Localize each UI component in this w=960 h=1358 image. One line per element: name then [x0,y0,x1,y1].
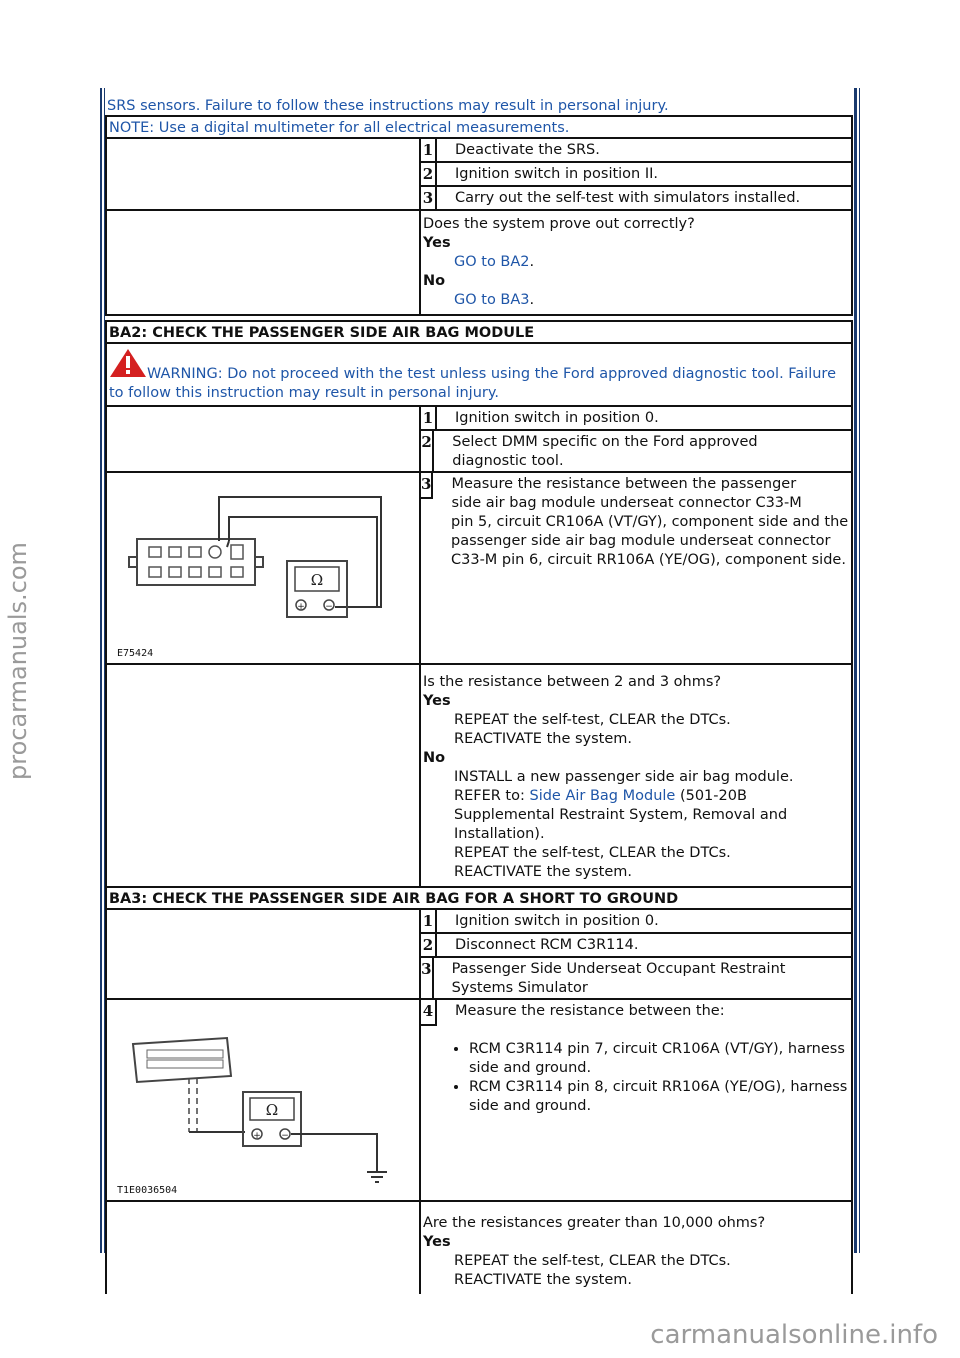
svg-text:Ω: Ω [265,1101,279,1119]
link-side-air-bag-module[interactable]: Side Air Bag Module [529,788,676,804]
ba3-step-4-number: 4 [421,1000,437,1026]
ba3-step-3: 3 Passenger Side Underseat Occupant Restraint Systems Simulator [421,960,786,996]
ba1-step-2: 2 Ignition switch in position II. [421,163,851,187]
figure-label: E75424 [117,648,154,659]
svg-text:−: − [325,602,333,612]
list-item: • RCM C3R114 pin 8, circuit RR106A (YE/OG), harness side and ground. [469,1078,851,1116]
ba2-figure-cell [107,473,421,663]
link-go-to-ba3[interactable]: GO to BA3 [454,292,530,308]
ba2-step-3-text-cont: pin 5, circuit CR106A (VT/GY), component side and the passenger side air bag module underseat connector C33-M pin 6, circuit RR106A (YE/OG), component side. [451,514,849,568]
svg-text:−: − [281,1131,289,1141]
ba2-question: Is the resistance between 2 and 3 ohms? Yes REPEAT the self-test, CLEAR the DTCs. REACTIVATE the system. No INSTALL a new passenger side air bag module. REFER to: Side Air Bag Module (501-20B Supplemental Restraint System, Removal and Installation). REPEAT the self-test, CLEAR the DTCs. REACTIVATE the system. [423,674,794,880]
ba2-step-2: 2 Select DMM specific on the Ford approved diagnostic tool. [421,433,758,469]
ba3-heading: BA3: CHECK THE PASSENGER SIDE AIR BAG FOR A SHORT TO GROUND [105,888,853,910]
svg-text:Ω: Ω [310,571,324,589]
list-item: • RCM C3R114 pin 7, circuit CR106A (VT/GY), harness side and ground. [469,1040,851,1078]
ba1-step-3: 3 Carry out the self-test with simulators installed. [422,189,801,207]
page-border-right [854,88,857,1253]
watermark-bottom: carmanualsonline.info [650,1320,938,1350]
ba1-steps [421,139,851,209]
page-border-right-outer [859,88,860,1253]
ba2-step-1: 1 Ignition switch in position 0. [421,407,851,431]
ba1-question-row [105,211,853,316]
ba2-step-3-number: 3 [421,473,433,499]
ba2-measure-row [105,473,853,665]
connector-meter-diagram [107,473,417,663]
note-text: NOTE: Use a digital multimeter for all electrical measurements. [105,117,853,139]
ba1-step-1: 1 Deactivate the SRS. [421,139,851,163]
ba2-question-row [105,665,853,888]
intro-warning-tail: SRS sensors. Failure to follow these instructions may result in personal injury. [105,95,853,117]
warning-triangle-icon [109,348,147,384]
ba3-question: Are the resistances greater than 10,000 ohms? Yes REPEAT the self-test, CLEAR the DTCs. REACTIVATE the system. [423,1215,766,1288]
page-border-left [100,88,102,1253]
link-go-to-ba2[interactable]: GO to BA2 [454,254,530,270]
ba3-measure-row [105,1000,853,1202]
figure-label: T1E0036504 [117,1185,178,1196]
ba2-step-3-text: Measure the resistance between the passenger side air bag module underseat connector C33-M [451,476,802,511]
watermark-left: procarmanuals.com [4,542,32,780]
svg-text:+: + [297,602,305,612]
ba3-step-1: 1 Ignition switch in position 0. [421,910,851,934]
ba1-question: Does the system prove out correctly? Yes GO to BA2. No GO to BA3. [423,216,695,308]
ba1-empty-cell [107,139,421,209]
document-page [105,88,853,1294]
ba3-step-4-text: Measure the resistance between the: [455,1003,725,1019]
ba3-bullet-list [421,1040,851,1116]
ba3-step-2: 2 Disconnect RCM C3R114. [421,934,851,958]
rcm-connector-ground-diagram [107,1000,417,1200]
ba3-steps-row [105,910,853,1000]
ba1-steps-row [105,139,853,211]
ba3-question-row [105,1202,853,1294]
ba2-heading: BA2: CHECK THE PASSENGER SIDE AIR BAG MODULE [105,320,853,344]
ba2-steps-row [105,407,853,473]
svg-text:+: + [253,1131,261,1141]
ba2-warning: WARNING: Do not proceed with the test unless using the Ford approved diagnostic tool. Failure to follow this instruction may result in personal injury. [105,344,853,407]
ba3-figure-cell [107,1000,421,1200]
